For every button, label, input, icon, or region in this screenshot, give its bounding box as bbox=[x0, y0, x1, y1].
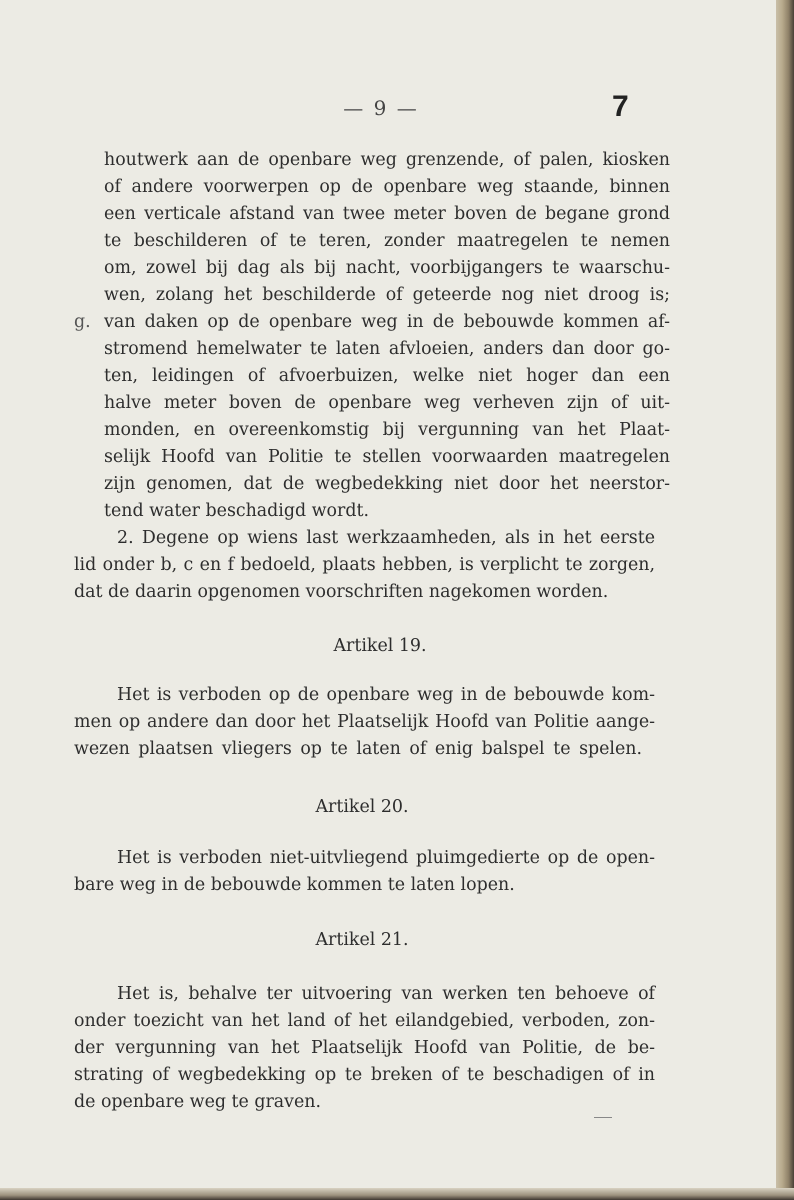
text-line: monden, en overeenkomstig bij vergunning van het Plaat- bbox=[104, 420, 670, 440]
text-line: tend water beschadigd wordt. bbox=[104, 501, 369, 521]
text-line: selijk Hoofd van Politie te stellen voorwaarden maatregelen bbox=[104, 447, 670, 467]
text-line: de openbare weg te graven. bbox=[74, 1092, 321, 1112]
text-line: der vergunning van het Plaatselijk Hoofd van Politie, de be- bbox=[74, 1038, 655, 1058]
text-line: zijn genomen, dat de wegbedekking niet door het neerstor- bbox=[104, 474, 670, 494]
page-number: — 9 — bbox=[343, 96, 419, 120]
list-marker: g. bbox=[74, 312, 91, 332]
text-line: een verticale afstand van twee meter boven de begane grond bbox=[104, 204, 670, 224]
page-edge-bottom bbox=[0, 1188, 794, 1200]
text-line: onder toezicht van het land of het eilandgebied, verboden, zon- bbox=[74, 1011, 655, 1031]
text-line: wezen plaatsen vliegers op te laten of enig balspel te spelen. bbox=[74, 739, 642, 759]
text-line: men op andere dan door het Plaatselijk Hoofd van Politie aange- bbox=[74, 712, 655, 732]
text-line: Het is verboden op de openbare weg in de bebouwde kom- bbox=[117, 685, 655, 705]
text-line: ten, leidingen of afvoerbuizen, welke niet hoger dan een bbox=[104, 366, 670, 386]
text-line: houtwerk aan de openbare weg grenzende, of palen, kiosken bbox=[104, 150, 670, 170]
text-line: van daken op de openbare weg in de bebouwde kommen af- bbox=[104, 312, 670, 332]
text-line: wen, zolang het beschilderde of geteerde nog niet droog is; bbox=[104, 285, 670, 305]
text-line: strating of wegbedekking op te breken of te beschadigen of in bbox=[74, 1065, 655, 1085]
page-edge-right bbox=[776, 0, 794, 1200]
text-line: dat de daarin opgenomen voorschriften nagekomen worden. bbox=[74, 582, 609, 602]
article-heading: Artikel 20. bbox=[315, 797, 409, 817]
text-line: 2. Degene op wiens last werkzaamheden, als in het eerste bbox=[117, 528, 655, 548]
text-line: te beschilderen of te teren, zonder maatregelen te nemen bbox=[104, 231, 670, 251]
text-line: stromend hemelwater te laten afvloeien, anders dan door go- bbox=[104, 339, 670, 359]
page-mark: 7 bbox=[612, 90, 629, 123]
text-line: of andere voorwerpen op de openbare weg staande, binnen bbox=[104, 177, 670, 197]
text-line: om, zowel bij dag als bij nacht, voorbijgangers te waarschu- bbox=[104, 258, 670, 278]
text-line: halve meter boven de openbare weg verheven zijn of uit- bbox=[104, 393, 670, 413]
text-line: lid onder b, c en f bedoeld, plaats hebben, is verplicht te zorgen, bbox=[74, 555, 655, 575]
text-line: Het is, behalve ter uitvoering van werken ten behoeve of bbox=[117, 984, 655, 1004]
article-heading: Artikel 21. bbox=[315, 930, 409, 950]
text-line: Het is verboden niet-uitvliegend pluimgedierte op de open- bbox=[117, 848, 655, 868]
article-heading: Artikel 19. bbox=[333, 636, 427, 656]
text-line: bare weg in de bebouwde kommen te laten lopen. bbox=[74, 875, 515, 895]
footer-rule bbox=[594, 1117, 612, 1118]
